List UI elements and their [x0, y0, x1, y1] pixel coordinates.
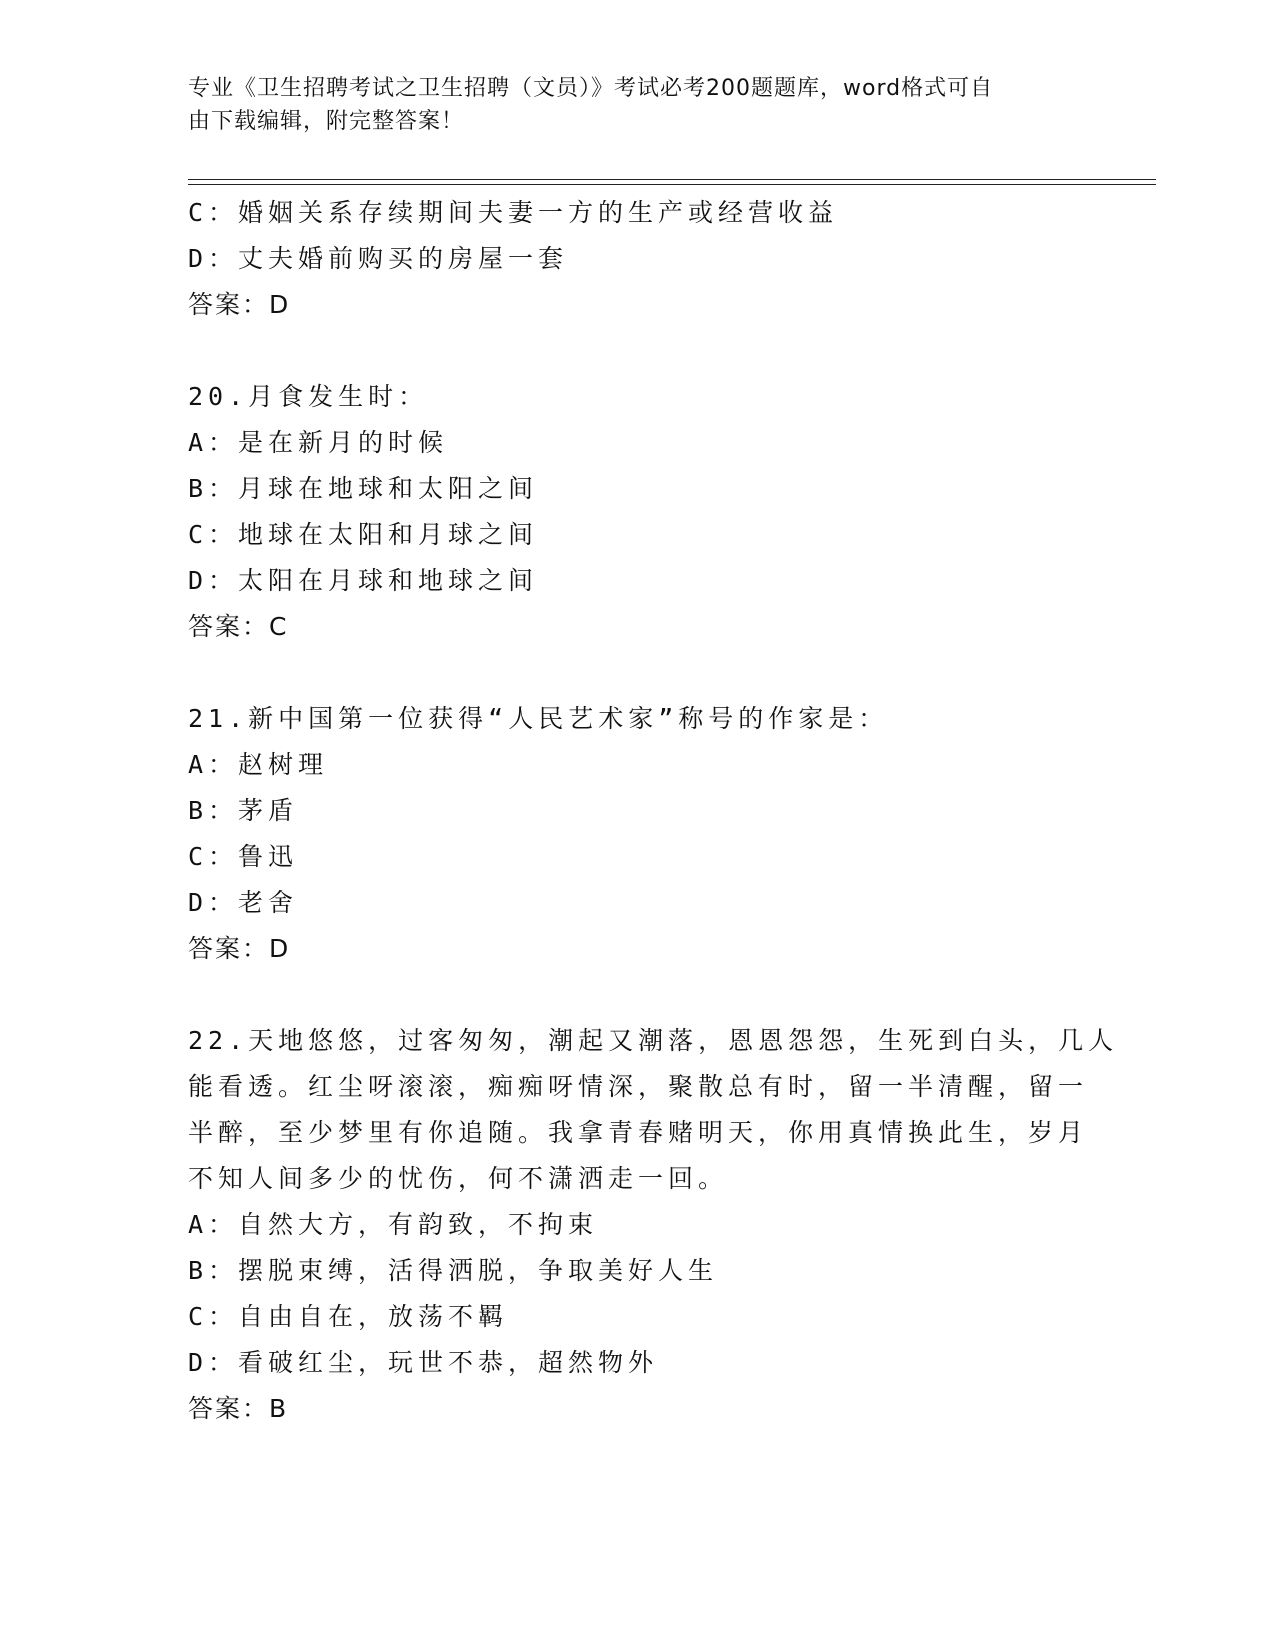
- option-b: B：茅盾: [188, 796, 299, 825]
- option-c: C：婚姻关系存续期间夫妻一方的生产或经营收益: [188, 198, 839, 227]
- option-a: A：自然大方，有韵致，不拘束: [188, 1210, 599, 1239]
- option-a: A：是在新月的时候: [188, 428, 449, 457]
- header-rule-bottom: [188, 184, 1156, 185]
- question-text: 21.新中国第一位获得“人民艺术家”称号的作家是：: [188, 704, 889, 733]
- header-line-2: 由下载编辑，附完整答案！: [188, 109, 465, 134]
- spacer: [188, 972, 1088, 1018]
- answer: 答案：D: [188, 934, 291, 963]
- spacer: [188, 328, 1088, 374]
- question-21: [188, 696, 1088, 972]
- question-text-line-1: 22.天地悠悠，过客匆匆，潮起又潮落，恩恩怨怨，生死到白头，几人: [188, 1026, 1119, 1055]
- question-text-line-4: 不知人间多少的忧伤，何不潇洒走一回。: [188, 1164, 729, 1193]
- document-body: [188, 190, 1119, 1432]
- option-d: D：看破红尘，玩世不恭，超然物外: [188, 1348, 659, 1377]
- answer: 答案：B: [188, 1394, 289, 1423]
- question-text-line-2: 能看透。红尘呀滚滚，痴痴呀情深，聚散总有时，留一半清醒，留一: [188, 1072, 1089, 1101]
- option-d: D：老舍: [188, 888, 299, 917]
- question-text: 20.月食发生时：: [188, 382, 429, 411]
- question-22: [188, 1018, 1119, 1432]
- question-20: [188, 374, 1088, 650]
- header-line-1: 专业《卫生招聘考试之卫生招聘（文员）》考试必考200题题库，word格式可自: [188, 76, 994, 101]
- option-b: B：月球在地球和太阳之间: [188, 474, 539, 503]
- answer: 答案：D: [188, 290, 291, 319]
- question-19-continued: [188, 190, 1088, 328]
- question-text-line-3: 半醉，至少梦里有你追随。我拿青春赌明天，你用真情换此生，岁月: [188, 1118, 1089, 1147]
- answer: 答案：C: [188, 612, 289, 641]
- option-d: D：丈夫婚前购买的房屋一套: [188, 244, 569, 273]
- option-b: B：摆脱束缚，活得洒脱，争取美好人生: [188, 1256, 719, 1285]
- option-a: A：赵树理: [188, 750, 329, 779]
- document-header: [188, 72, 1068, 138]
- header-rule-top: [188, 179, 1156, 180]
- option-c: C：自由自在，放荡不羁: [188, 1302, 509, 1331]
- spacer: [188, 650, 1088, 696]
- option-d: D：太阳在月球和地球之间: [188, 566, 539, 595]
- option-c: C：鲁迅: [188, 842, 299, 871]
- option-c: C：地球在太阳和月球之间: [188, 520, 539, 549]
